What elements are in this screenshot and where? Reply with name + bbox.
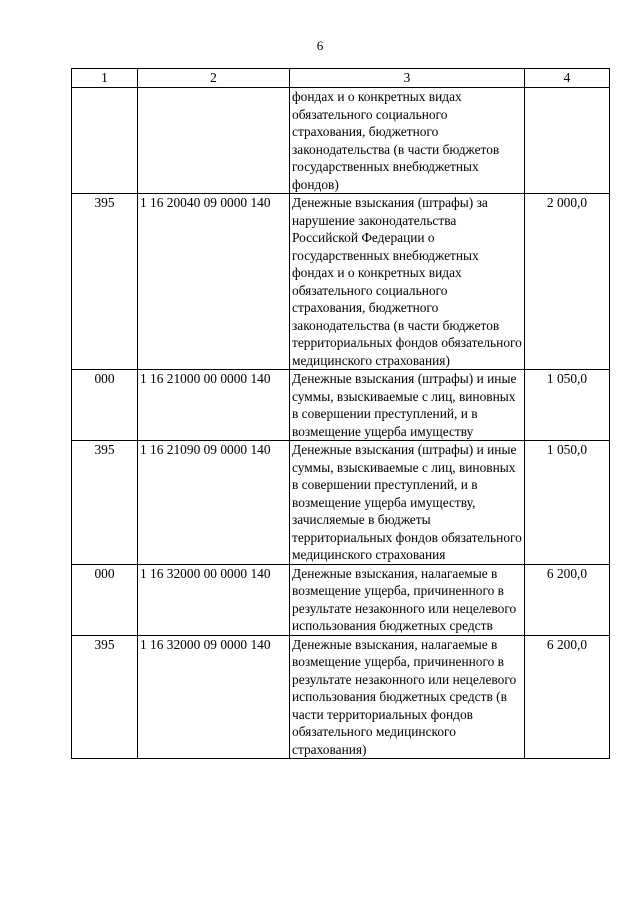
amount-cell: 1 050,0 <box>525 441 610 565</box>
amount-cell: 1 050,0 <box>525 370 610 441</box>
header-col-3: 3 <box>290 69 525 88</box>
description-cell: Денежные взыскания, налагаемые в возмещение ущерба, причиненного в результате незаконного или нецелевого использования бюджетных средств (в части территориальных фондов обязательного медицинского страхования) <box>290 635 525 759</box>
amount-cell: 6 200,0 <box>525 635 610 759</box>
header-col-1: 1 <box>72 69 138 88</box>
description-cell: фондах и о конкретных видах обязательного социального страхования, бюджетного законодательства (в части бюджетов государственных внебюджетных фондов) <box>290 88 525 194</box>
admin-code-cell <box>72 88 138 194</box>
table-row <box>72 564 610 635</box>
amount-cell: 2 000,0 <box>525 194 610 370</box>
page-number: 6 <box>316 38 324 53</box>
table-row <box>72 441 610 565</box>
budget-code-cell: 1 16 32000 09 0000 140 <box>138 635 290 759</box>
header-col-2: 2 <box>138 69 290 88</box>
header-col-4: 4 <box>525 69 610 88</box>
description-cell: Денежные взыскания (штрафы) и иные суммы, взыскиваемые с лиц, виновных в совершении преступлений, и в возмещение ущерба имуществу <box>290 370 525 441</box>
budget-code-cell: 1 16 21090 09 0000 140 <box>138 441 290 565</box>
admin-code-cell: 395 <box>72 635 138 759</box>
admin-code-cell: 000 <box>72 564 138 635</box>
budget-code-cell: 1 16 21000 00 0000 140 <box>138 370 290 441</box>
admin-code-cell: 395 <box>72 194 138 370</box>
budget-code-cell: 1 16 20040 09 0000 140 <box>138 194 290 370</box>
description-cell: Денежные взыскания (штрафы) за нарушение законодательства Российской Федерации о государственных внебюджетных фондах и о конкретных видах обязательного социального страхования, бюджетного законодательства (в части бюджетов территориальных фондов обязательного медицинского страхования) <box>290 194 525 370</box>
table-row <box>72 88 610 194</box>
admin-code-cell: 000 <box>72 370 138 441</box>
table-row <box>72 194 610 370</box>
table-header-row <box>72 69 610 88</box>
amount-cell: 6 200,0 <box>525 564 610 635</box>
amount-cell <box>525 88 610 194</box>
description-cell: Денежные взыскания, налагаемые в возмещение ущерба, причиненного в результате незаконного или нецелевого использования бюджетных средств <box>290 564 525 635</box>
table-row <box>72 370 610 441</box>
admin-code-cell: 395 <box>72 441 138 565</box>
budget-code-cell <box>138 88 290 194</box>
revenue-table <box>71 68 610 759</box>
budget-code-cell: 1 16 32000 00 0000 140 <box>138 564 290 635</box>
table-row <box>72 635 610 759</box>
description-cell: Денежные взыскания (штрафы) и иные суммы, взыскиваемые с лиц, виновных в совершении преступлений, и в возмещение ущерба имуществу, зачисляемые в бюджеты территориальных фондов обязательного медицинского страхования <box>290 441 525 565</box>
